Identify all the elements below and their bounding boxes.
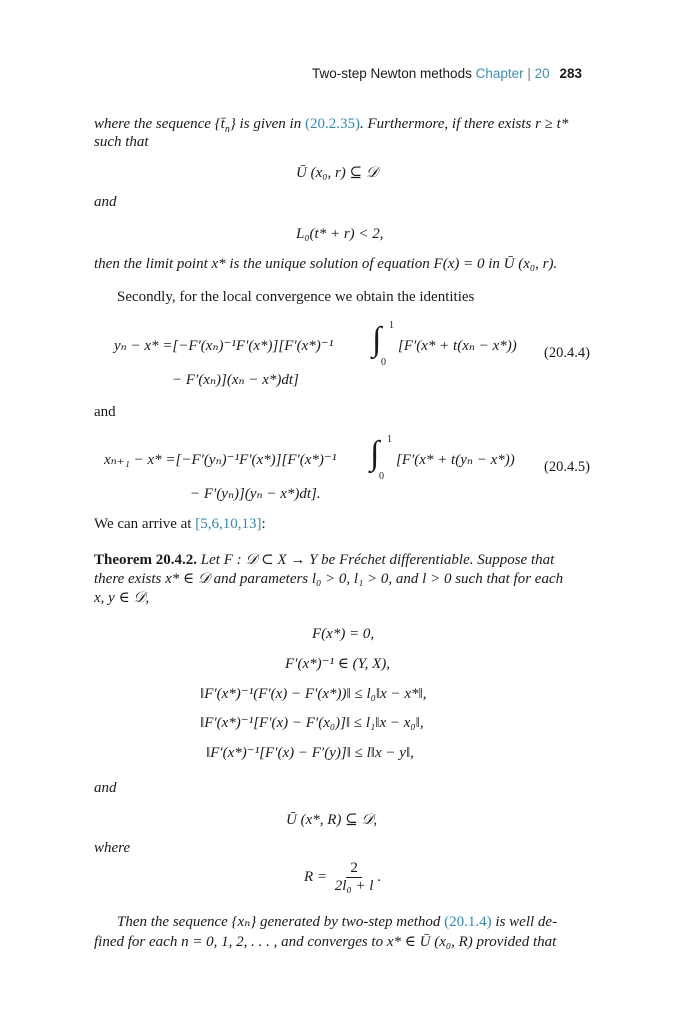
header-chapter-number: 20: [534, 66, 550, 81]
theorem-line: there exists x* ∈ 𝒟 and parameters l₀ > 0, l₁ > 0, and l > 0 such that for each: [94, 571, 564, 587]
formula-lhs: R =: [304, 869, 328, 885]
condition-equation: ‖F′(x*)⁻¹(F′(x) − F′(x*))‖ ≤ l₀‖x − x*‖,: [200, 686, 427, 702]
display-equation: L₀(t* + r) < 2,: [296, 226, 384, 242]
equation-ref-link[interactable]: (20.2.35): [304, 116, 360, 132]
equation-number: (20.4.4): [544, 345, 590, 361]
equation-20-4-5-line1: [104, 450, 336, 469]
text-fragment: :: [261, 516, 266, 532]
fraction-denominator: 2l₀ + l: [334, 878, 374, 894]
integral-upper-limit: 1: [389, 320, 394, 331]
paragraph-line: [117, 912, 557, 931]
integral-sign: ∫: [370, 435, 380, 472]
theorem-text: Let F : 𝒟 ⊂ X → Y be Fréchet differentiable. Suppose that: [200, 552, 555, 568]
header-chapter-label: Chapter: [475, 66, 524, 81]
equation-ref-link[interactable]: (20.1.4): [444, 914, 492, 930]
fraction-numerator: 2: [346, 860, 362, 878]
connector-text: and: [94, 780, 117, 796]
text-fragment: We can arrive at: [94, 516, 192, 532]
paragraph-line: then the limit point x* is the unique solution of equation F(x) = 0 in Ū (x₀, r).: [94, 256, 558, 272]
fraction: [331, 860, 378, 895]
paragraph-line: fined for each n = 0, 1, 2, . . . , and converges to x* ∈ Ū (x₀, R) provided that: [94, 934, 557, 950]
running-header: [312, 66, 582, 81]
radius-formula: [304, 860, 381, 895]
integral-lower-limit: 0: [379, 471, 384, 482]
page-number: 283: [559, 66, 582, 81]
paragraph-line: where the sequence $\{t̄_n\}$ is given in (20.2.35). Furthermore, if there exists r ≥ t*: [94, 116, 569, 135]
text-fragment: } is given in: [229, 116, 302, 132]
equation-20-4-5-line2: − F′(yₙ)](yₙ − x*)dt].: [190, 486, 321, 502]
integral-lower-limit: 0: [381, 357, 386, 368]
header-separator: |: [527, 66, 531, 81]
equation-integrand: [F′(x* + t(yₙ − x*)): [396, 452, 515, 468]
formula-end: .: [377, 869, 382, 885]
theorem-label: Theorem 20.4.2.: [94, 552, 198, 568]
condition-equation: ‖F′(x*)⁻¹[F′(x) − F′(y)]‖ ≤ l‖x − y‖,: [206, 745, 414, 761]
integral-sign: ∫: [372, 321, 382, 358]
equation-lhs: yₙ − x* =[−F′(xₙ)⁻¹F′(x*)][F′(x*)⁻¹: [114, 338, 334, 354]
paragraph-line: [94, 516, 266, 533]
text-fragment: . Furthermore, if there exists r ≥ t*: [359, 116, 569, 132]
text-fragment: is well de-: [495, 914, 558, 930]
equation-integrand: [F′(x* + t(xₙ − x*)): [398, 338, 517, 354]
paragraph-line: Secondly, for the local convergence we obtain the identities: [117, 289, 475, 305]
citation-link[interactable]: [5,6,10,13]: [195, 516, 262, 532]
equation-20-4-4-line2: − F′(xₙ)](xₙ − x*)dt]: [172, 372, 299, 388]
display-equation: Ū (x*, R) ⊆ 𝒟,: [286, 812, 378, 828]
equation-lhs: xₙ₊₁ − x* =[−F′(yₙ)⁻¹F′(x*)][F′(x*)⁻¹: [104, 452, 337, 468]
equation-20-4-4-line1: [114, 336, 333, 355]
integral-upper-limit: 1: [387, 434, 392, 445]
text-fragment: where the sequence {t̄: [94, 116, 225, 132]
connector-text: where: [94, 840, 131, 856]
connector-text: and: [94, 194, 117, 210]
header-title: Two-step Newton methods: [312, 66, 472, 81]
paragraph-line: such that: [94, 134, 149, 150]
connector-text: and: [94, 404, 116, 420]
condition-equation: F(x*) = 0,: [312, 626, 375, 642]
theorem-line: x, y ∈ 𝒟,: [94, 590, 150, 606]
equation-number: (20.4.5): [544, 459, 590, 475]
text-fragment: Then the sequence {xₙ} generated by two-step method: [117, 914, 441, 930]
condition-equation: F′(x*)⁻¹ ∈ (Y, X),: [285, 656, 390, 672]
display-equation: Ū (x₀, r) ⊆ 𝒟: [296, 165, 378, 181]
condition-equation: ‖F′(x*)⁻¹[F′(x) − F′(x₀)]‖ ≤ l₁‖x − x₀‖,: [200, 715, 424, 731]
theorem-line: [94, 550, 554, 569]
